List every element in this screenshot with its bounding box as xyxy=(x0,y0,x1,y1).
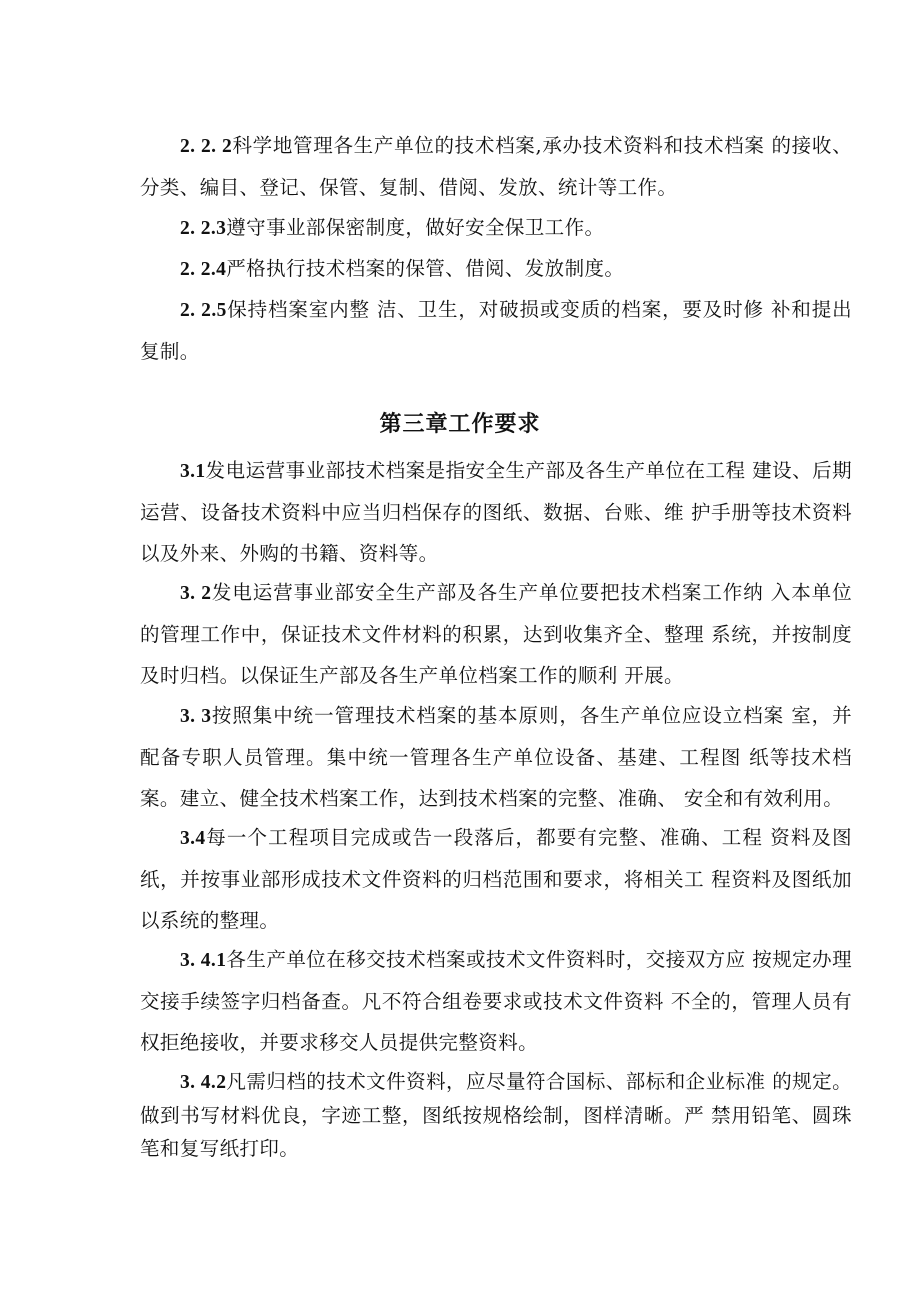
clause-number: 3.1 xyxy=(180,461,206,482)
clause-3-4-1 xyxy=(140,939,852,1063)
clause-2-2-4 xyxy=(140,248,852,290)
clause-3-4-2 xyxy=(140,1061,852,1165)
clause-number: 2. 2.5 xyxy=(180,300,227,321)
clause-text: 发电运营事业部安全生产部及各生产单位要把技术档案工作纳 入本单位的管理工作中，保证技术文件材料的积累，达到收集齐全、整理 系统，并按制度及时归档。以保证生产部及各生产单位档案工作的顺利 开展。 xyxy=(140,581,852,687)
clause-text: 保持档案室内整 洁、卫生，对破损或变质的档案，要及时修 补和提出复制。 xyxy=(140,298,852,363)
clause-2-2-2 xyxy=(140,125,852,208)
clause-3-2 xyxy=(140,572,852,696)
clause-text: 各生产单位在移交技术档案或技术文件资料时，交接双方应 按规定办理交接手续签字归档备查。凡不符合组卷要求或技术文件资料 不全的，管理人员有权拒绝接收，并要求移交人员提供完整资料。 xyxy=(140,948,852,1054)
clause-number: 3.4 xyxy=(180,828,206,849)
clause-number: 2. 2. 2 xyxy=(180,136,233,157)
clause-text: 严格执行技术档案的保管、借阅、发放制度。 xyxy=(226,257,625,280)
clause-2-2-5 xyxy=(140,289,852,372)
clause-number: 3. 2 xyxy=(180,583,212,604)
clause-text: 遵守事业部保密制度，做好安全保卫工作。 xyxy=(226,216,605,239)
clause-2-2-3 xyxy=(140,207,852,249)
clause-text: 科学地管理各生产单位的技术档案,承办技术资料和技术档案 的接收、分类、编目、登记、保管、复制、借阅、发放、统计等工作。 xyxy=(140,134,852,199)
clause-text: 发电运营事业部技术档案是指安全生产部及各生产单位在工程 建设、后期运营、设备技术资料中应当归档保存的图纸、数据、台账、维 护手册等技术资料以及外来、外购的书籍、资料等。 xyxy=(140,459,852,565)
clause-text: 按照集中统一管理技术档案的基本原则，各生产单位应设立档案 室，并配备专职人员管理。集中统一管理各生产单位设备、基建、工程图 纸等技术档案。建立、健全技术档案工作，达到技术档案的完整、准确、 安全和有效利用。 xyxy=(140,704,852,810)
clause-3-4 xyxy=(140,817,852,941)
clause-text: 每一个工程项目完成或告一段落后，都要有完整、准确、工程 资料及图纸，并按事业部形成技术文件资料的归档范围和要求，将相关工 程资料及图纸加以系统的整理。 xyxy=(140,826,852,932)
clause-number: 3. 4.1 xyxy=(180,950,227,971)
clause-text: 凡需归档的技术文件资料，应尽量符合国标、部标和企业标准 的规定。做到书写材料优良，字迹工整，图纸按规格绘制，图样清晰。严 禁用铅笔、圆珠笔和复写纸打印。 xyxy=(140,1070,852,1160)
clause-3-1 xyxy=(140,450,852,574)
clause-number: 3. 4.2 xyxy=(180,1072,227,1093)
clause-3-3 xyxy=(140,695,852,819)
chapter-title: 第三章工作要求 xyxy=(379,412,541,437)
clause-number: 2. 2.4 xyxy=(180,259,227,280)
clause-number: 2. 2.3 xyxy=(180,218,227,239)
clause-number: 3. 3 xyxy=(180,706,212,727)
